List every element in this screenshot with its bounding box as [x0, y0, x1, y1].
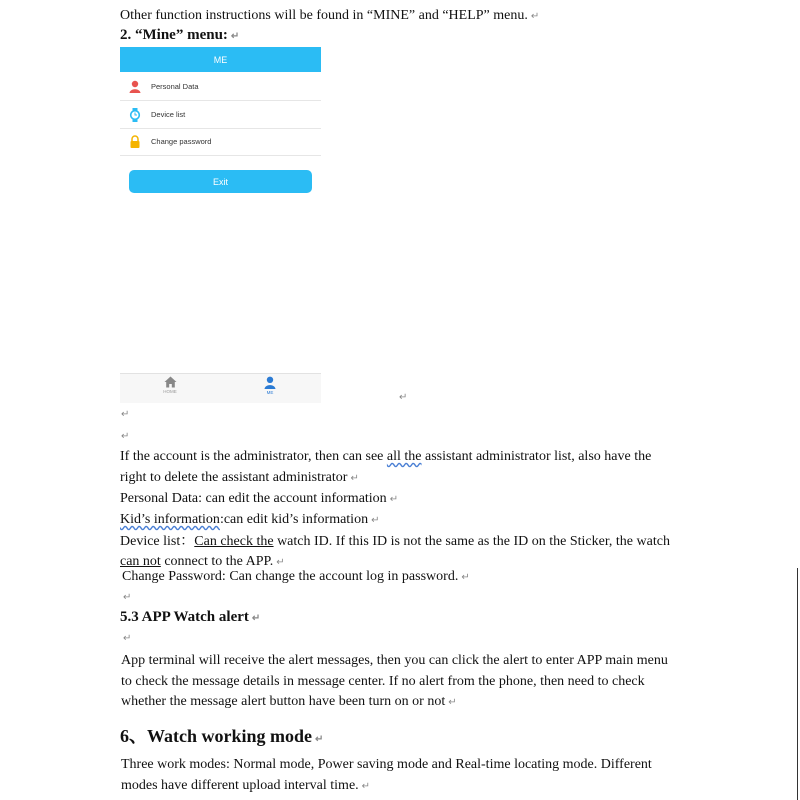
phone-header [120, 47, 321, 72]
person-icon [264, 376, 276, 390]
section-6-heading: 6、Watch working mode ↵ [120, 726, 324, 746]
personal-data-line: Personal Data: can edit the account information ↵ [120, 491, 399, 506]
intro-line: Other function instructions will be found in “MINE” and “HELP” menu. ↵ [120, 8, 540, 23]
alert-paragraph-line2: to check the message details in message center. If no alert from the phone, then need to check [121, 674, 645, 689]
menu-item-label: Device list [151, 110, 186, 119]
paragraph-mark: ↵ [399, 392, 408, 403]
alert-paragraph-line3: whether the message alert button have been turn on or not ↵ [121, 694, 457, 709]
paragraph-mark: ↵ [123, 633, 132, 644]
watch-icon [128, 108, 142, 122]
kids-info-line: Kid’s information:can edit kid’s information ↵ [120, 512, 380, 527]
admin-paragraph-line2: right to delete the assistant administrator ↵ [120, 470, 359, 485]
tab-me[interactable] [220, 376, 320, 403]
menu-item-label: Personal Data [151, 82, 199, 91]
page-edge-rule [797, 568, 798, 800]
phone-screenshot [120, 47, 321, 402]
menu-item-change-password[interactable] [120, 128, 321, 156]
phone-tab-bar [120, 373, 321, 403]
change-password-line: Change Password: Can change the account log in password. ↵ [122, 569, 470, 584]
admin-paragraph-line1: If the account is the administrator, then can see all the assistant administrator list, also have the [120, 449, 652, 464]
paragraph-mark: ↵ [121, 431, 130, 442]
menu-item-device-list[interactable] [120, 101, 321, 129]
tab-me-label: ME [266, 390, 274, 395]
tab-home[interactable] [120, 376, 220, 403]
tab-home-label: HOME [163, 389, 177, 394]
menu-item-label: Change password [151, 137, 212, 146]
exit-button[interactable]: Exit [129, 170, 312, 193]
lock-icon [128, 135, 142, 149]
phone-header-title: ME [213, 54, 228, 65]
work-modes-line1: Three work modes: Normal mode, Power saving mode and Real-time locating mode. Different [121, 757, 652, 772]
alert-paragraph-line1: App terminal will receive the alert messages, then you can click the alert to enter APP main menu [121, 653, 668, 668]
device-list-line1: Device list：Can check the watch ID. If this ID is not the same as the ID on the Sticker, the watch [120, 534, 670, 549]
mine-menu-heading: 2. “Mine” menu: ↵ [120, 27, 240, 43]
menu-item-personal-data[interactable] [120, 73, 321, 101]
work-modes-line2: modes have different upload interval time. ↵ [121, 778, 371, 793]
paragraph-mark: ↵ [121, 409, 130, 420]
section-5-3-heading: 5.3 APP Watch alert ↵ [120, 609, 261, 625]
paragraph-mark: ↵ [123, 592, 132, 603]
device-list-line2: can not connect to the APP. ↵ [120, 554, 285, 569]
person-icon [128, 80, 142, 94]
home-icon [164, 376, 177, 389]
